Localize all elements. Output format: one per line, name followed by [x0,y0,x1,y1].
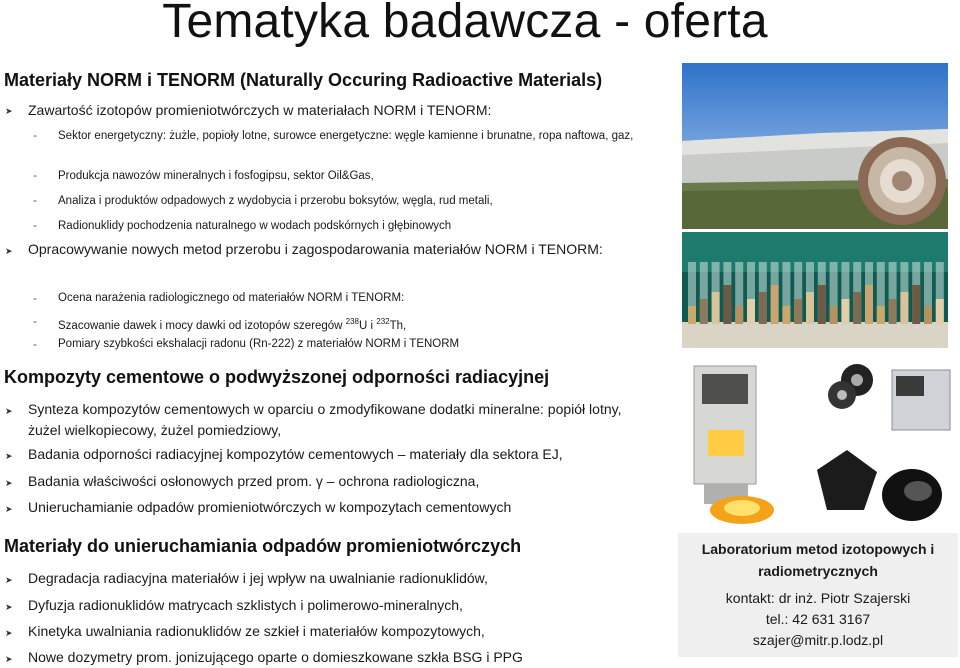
bullet-item: Degradacja radiacyjna materiałów i jej wpływ na uwalnianie radionuklidów, [28,570,488,586]
bullet-item: Synteza kompozytów cementowych w oparciu o zmodyfikowane dodatki mineralne: popiół lotny, żużel wielkopiecowy, żużel pomiedziowy, [28,401,622,438]
section-heading-cement: Kompozyty cementowe o podwyższonej odporności radiacyjnej [4,367,550,387]
arrow-bullet-icon: ➤ [5,246,13,256]
arrow-bullet-icon: ➤ [5,575,13,585]
bullet-item: Opracowywanie nowych metod przerobu i zagospodarowania materiałów NORM i TENORM: [28,241,603,257]
sub-item: Produkcja nawozów mineralnych i fosfogipsu, sektor Oil&Gas, [58,170,374,182]
lab-equipment-photos [682,360,952,532]
bullet-item: Kinetyka uwalniania radionuklidów ze szkieł i materiałów kompozytowych, [28,623,485,639]
bullet-item: Unieruchamianie odpadów promieniotwórczych w kompozytach cementowych [28,499,512,515]
dash-bullet-icon: - [33,291,37,305]
section-heading-waste: Materiały do unieruchamiania odpadów promieniotwórczych [4,536,522,556]
bullet-item: Badania właściwości osłonowych przed prom. γ – ochrona radiologiczna, [28,473,480,489]
sub-item-isotopes: Szacowanie dawek i mocy dawki od izotopów szeregów $^{238}$U i $^{232}$Th, [58,317,407,332]
dash-bullet-icon: - [33,314,37,328]
sub-item: Sektor energetyczny: żużle, popioły lotne, surowce energetyczne: węgle kamienne i brunatne, ropa naftowa, gaz, [58,130,634,142]
dash-bullet-icon: - [33,128,37,142]
lab-email[interactable]: szajer@mitr.p.lodz.pl [752,632,884,648]
arrow-bullet-icon: ➤ [5,602,13,612]
bullet-item: Badania odporności radiacyjnej kompozytów cementowych – materiały dla sektora EJ, [28,446,563,462]
lab-phone: tel.: 42 631 3167 [765,611,871,627]
dash-bullet-icon: - [33,168,37,182]
arrow-bullet-icon: ➤ [5,654,13,664]
section-heading-norm: Materiały NORM i TENORM (Naturally Occuring Radioactive Materials) [4,70,603,90]
lab-contact-person: kontakt: dr inż. Piotr Szajerski [725,590,911,606]
bullet-item: Nowe dozymetry prom. jonizującego oparte o domieszkowane szkła BSG i PPG [28,649,523,665]
bullet-item: Zawartość izotopów promieniotwórczych w materiałach NORM i TENORM: [28,102,492,118]
arrow-bullet-icon: ➤ [5,504,13,514]
lab-contact-box [678,533,958,657]
arrow-bullet-icon: ➤ [5,106,13,116]
arrow-bullet-icon: ➤ [5,478,13,488]
sub-item: Pomiary szybkości ekshalacji radonu (Rn-222) z materiałów NORM i TENORM [58,338,460,350]
arrow-bullet-icon: ➤ [5,451,13,461]
sub-item: Analiza i produktów odpadowych z wydobycia i przerobu boksytów, węgla, rud metali, [58,195,493,207]
sub-item: Ocena narażenia radiologicznego od materiałów NORM i TENORM: [58,292,405,304]
arrow-bullet-icon: ➤ [5,628,13,638]
arrow-bullet-icon: ➤ [5,406,13,416]
lab-name: Laboratorium metod izotopowych i radiometrycznych [701,541,935,579]
slag-heap-photo [682,63,948,229]
sub-item: Radionuklidy pochodzenia naturalnego w wodach podskórnych i głębinowych [58,220,452,232]
lab-samples-photo [682,232,948,348]
page-title: Tematyka badawcza - oferta [162,0,768,48]
dash-bullet-icon: - [33,337,37,351]
bullet-item: Dyfuzja radionuklidów matrycach szklistych i polimerowo-mineralnych, [28,597,463,613]
dash-bullet-icon: - [33,193,37,207]
dash-bullet-icon: - [33,218,37,232]
